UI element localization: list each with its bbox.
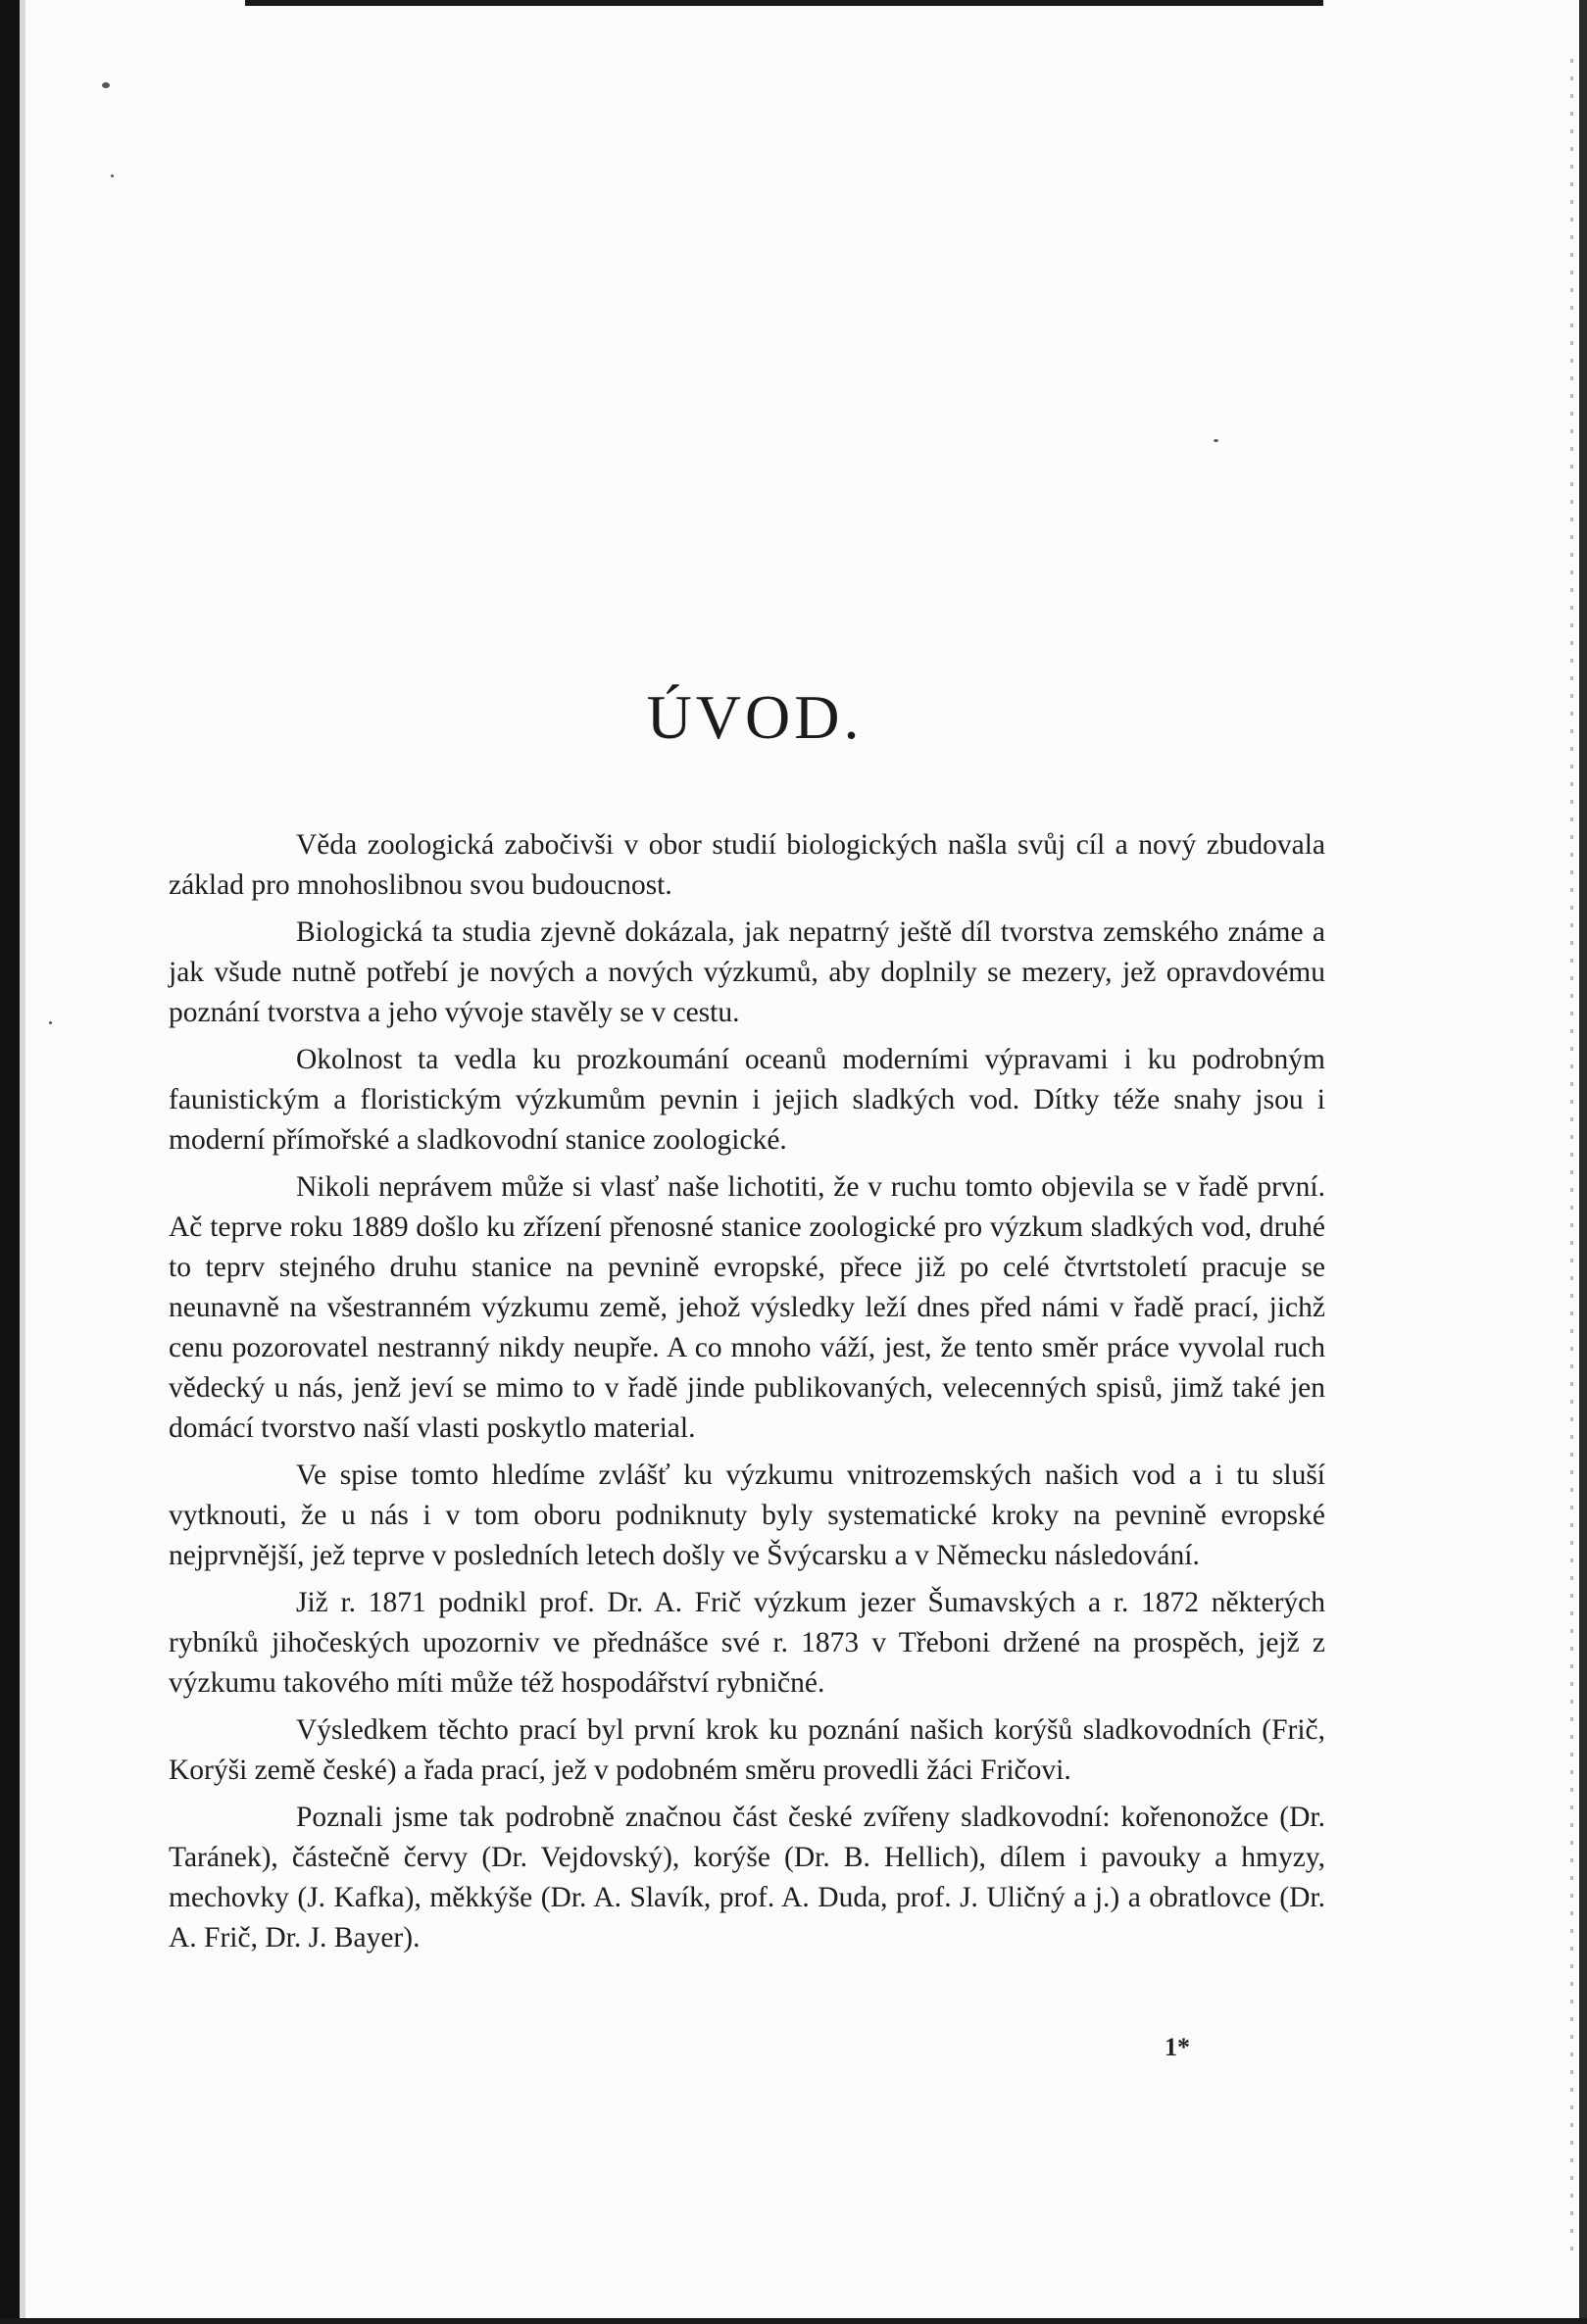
paragraph-8: Poznali jsme tak podrobně značnou část české zvířeny sladkovodní: kořenonožce (Dr. Taránek), částečně červy (Dr. Vejdovský), korýše (Dr. B. Hellich), dílem i pavouky a hmyzy, mechovky (J. Kafka), měkkýše (Dr. A. Slavík, prof. A. Duda, prof. J. Uličný a j.) a obratlovce (Dr. A. Frič, Dr. J. Bayer). xyxy=(169,1802,1325,1953)
scan-edge-bottom xyxy=(0,2318,1587,2324)
paragraph-5: Ve spise tomto hledíme zvlášť ku výzkumu vnitrozemských našich vod a i tu sluší vytknouti, že u nás i v tom oboru podniknuty byly systematické kroky na pevnině evropské nejprvnější, jež teprve v posledních letech došly ve Švýcarsku a v Německu následování. xyxy=(169,1459,1325,1571)
scan-edge-right-dots xyxy=(1570,59,1573,2264)
signature-mark: 1* xyxy=(1165,2033,1190,2061)
paragraph-7: Výsledkem těchto prací byl první krok ku poznání našich korýšů sladkovodních (Frič, Korýši země české) a řada prací, jež v podobném směru provedli žáci Fričovi. xyxy=(169,1714,1325,1786)
body-text xyxy=(169,825,1325,1965)
scan-edge-left-shadow xyxy=(20,0,25,2324)
paragraph-3: Okolnost ta vedla ku prozkoumání oceanů moderními výpravami i ku podrobným faunistickým a floristickým výzkumům pevnin i jejich sladkých vod. Dítky téže snahy jsou i moderní přímořské a sladkovodní stanice zoologické. xyxy=(169,1044,1325,1156)
scan-speck xyxy=(111,174,114,177)
paragraph-6: Již r. 1871 podnikl prof. Dr. A. Frič výzkum jezer Šumavských a r. 1872 některých rybníků jihočeských upozorniv ve přednášce své r. 1873 v Třeboni držené na prospěch, jejž z výzkumu takového míti může též hospodářství rybničné. xyxy=(169,1587,1325,1699)
scan-speck xyxy=(49,1021,52,1024)
paragraph-1: Věda zoologická zabočivši v obor studií biologických našla svůj cíl a nový zbudovala základ pro mnohoslibnou svou budoucnost. xyxy=(169,829,1325,901)
paragraph-4: Nikoli neprávem může si vlasť naše lichotiti, že v ruchu tomto objevila se v řadě první. Ač teprve roku 1889 došlo ku zřízení přenosné stanice zoologické pro výzkum sladkých vod, druhé to teprv stejného druhu stanice na pevnině evropské, přece již po celé čtvrtstoletí pracuje se neunavně na všestranném výzkumu země, jehož výsledky leží dnes před námi v řadě prací, jichž cenu pozorovatel nestranný nikdy neupře. A co mnoho váží, jest, že tento směr práce vyvolal ruch vědecký u nás, jenž jeví se mimo to v řadě jinde publikovaných, velecenných spisů, jimž také jen domácí tvorstvo naší vlasti poskytlo material. xyxy=(169,1171,1325,1444)
paragraph-2: Biologická ta studia zjevně dokázala, jak nepatrný ještě díl tvorstva zemského známe a jak všude nutně potřebí je nových a nových výzkumů, aby doplnily se mezery, jež opravdovému poznání tvorstva a jeho vývoje stavěly se v cestu. xyxy=(169,916,1325,1028)
scan-speck xyxy=(102,82,110,88)
scan-edge-right xyxy=(1579,0,1587,2324)
page-title: ÚVOD. xyxy=(646,682,864,752)
scan-speck xyxy=(1214,439,1218,442)
scan-edge-top xyxy=(245,0,1323,6)
scan-edge-left xyxy=(0,0,20,2324)
